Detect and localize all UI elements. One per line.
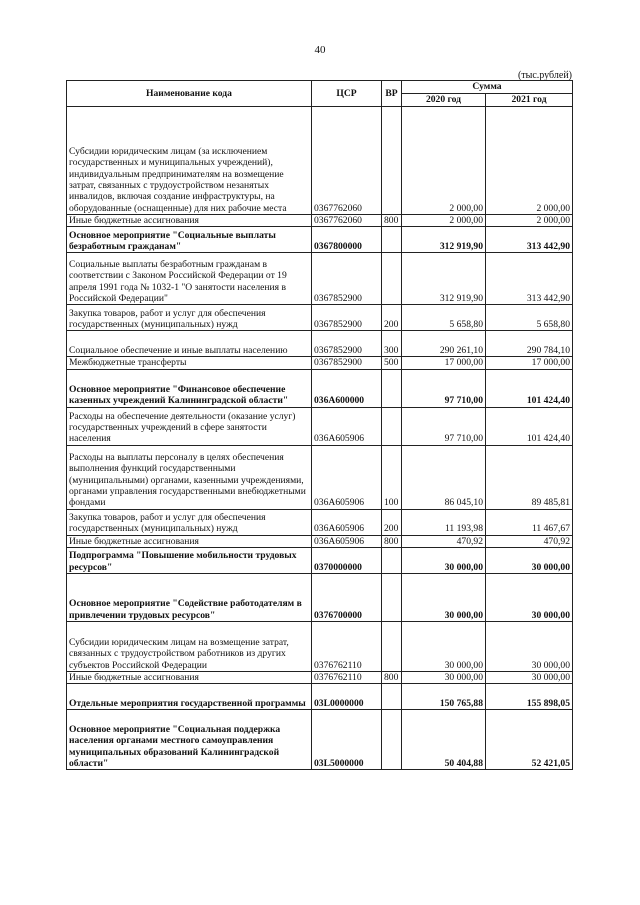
row-name: Социальные выплаты безработным гражданам в соответствии с Законом Российской Федерации от 19 апреля 1991 года № 1032-1 "О занятости населения в Российской Федерации" — [67, 253, 312, 305]
row-name: Основное мероприятие "Социальные выплаты безработным гражданам" — [67, 227, 312, 253]
row-vr-code: 500 — [382, 357, 402, 369]
row-vr-code — [382, 369, 402, 407]
header-name: Наименование кода — [67, 81, 312, 107]
table-row — [67, 215, 573, 227]
row-vr-code — [382, 547, 402, 573]
row-name: Расходы на выплаты персоналу в целях обеспечения выполнения функций государственными (муниципальными) органами, казенными учреждениями, органами управления государственными внебюджетными фондами — [67, 445, 312, 509]
table-row — [67, 407, 573, 445]
row-csr-code: 036А605906 — [312, 445, 382, 509]
row-amount-2021: 17 000,00 — [486, 357, 573, 369]
row-vr-code — [382, 107, 402, 215]
row-name: Основное мероприятие "Содействие работодателям в привлечении трудовых ресурсов" — [67, 573, 312, 621]
row-csr-code: 036А605906 — [312, 509, 382, 535]
row-amount-2021: 89 485,81 — [486, 445, 573, 509]
row-amount-2020: 2 000,00 — [402, 215, 486, 227]
row-amount-2021: 101 424,40 — [486, 369, 573, 407]
table-row — [67, 227, 573, 253]
row-amount-2020: 312 919,90 — [402, 227, 486, 253]
row-amount-2021: 155 898,05 — [486, 684, 573, 710]
table-header — [67, 81, 573, 107]
row-csr-code: 0376700000 — [312, 573, 382, 621]
table-row — [67, 107, 573, 215]
row-amount-2020: 30 000,00 — [402, 573, 486, 621]
row-amount-2020: 2 000,00 — [402, 107, 486, 215]
row-amount-2021: 52 421,05 — [486, 710, 573, 770]
row-amount-2021: 30 000,00 — [486, 573, 573, 621]
row-csr-code: 036А600000 — [312, 369, 382, 407]
table-row — [67, 684, 573, 710]
row-amount-2021: 11 467,67 — [486, 509, 573, 535]
table-row — [67, 305, 573, 331]
units-label: (тыс.рублей) — [517, 70, 572, 81]
row-amount-2021: 313 442,90 — [486, 227, 573, 253]
row-amount-2020: 11 193,98 — [402, 509, 486, 535]
row-vr-code: 300 — [382, 331, 402, 357]
row-amount-2021: 30 000,00 — [486, 671, 573, 683]
row-csr-code: 03L0000000 — [312, 684, 382, 710]
row-amount-2020: 30 000,00 — [402, 547, 486, 573]
row-amount-2020: 17 000,00 — [402, 357, 486, 369]
row-vr-code — [382, 227, 402, 253]
table-row — [67, 535, 573, 547]
table-row — [67, 710, 573, 770]
row-amount-2021: 5 658,80 — [486, 305, 573, 331]
row-vr-code: 100 — [382, 445, 402, 509]
row-amount-2020: 50 404,88 — [402, 710, 486, 770]
header-sum: Сумма — [402, 81, 573, 94]
row-amount-2021: 2 000,00 — [486, 215, 573, 227]
row-name: Расходы на обеспечение деятельности (оказание услуг) государственных учреждений в сфере занятости населения — [67, 407, 312, 445]
row-vr-code — [382, 710, 402, 770]
table-body — [67, 107, 573, 770]
table-row — [67, 671, 573, 683]
header-vr: ВР — [382, 81, 402, 107]
table-row — [67, 331, 573, 357]
row-amount-2020: 30 000,00 — [402, 621, 486, 671]
row-amount-2020: 5 658,80 — [402, 305, 486, 331]
row-amount-2020: 97 710,00 — [402, 369, 486, 407]
row-amount-2020: 86 045,10 — [402, 445, 486, 509]
table-row — [67, 509, 573, 535]
row-csr-code: 0376762110 — [312, 671, 382, 683]
table-row — [67, 445, 573, 509]
row-name: Межбюджетные трансферты — [67, 357, 312, 369]
row-amount-2020: 30 000,00 — [402, 671, 486, 683]
row-csr-code: 0367800000 — [312, 227, 382, 253]
header-csr: ЦСР — [312, 81, 382, 107]
row-vr-code: 800 — [382, 671, 402, 683]
row-name: Социальное обеспечение и иные выплаты населению — [67, 331, 312, 357]
row-amount-2021: 30 000,00 — [486, 621, 573, 671]
row-csr-code: 0367852900 — [312, 305, 382, 331]
row-csr-code: 0367852900 — [312, 253, 382, 305]
row-name: Закупка товаров, работ и услуг для обеспечения государственных (муниципальных) нужд — [67, 509, 312, 535]
row-amount-2020: 290 261,10 — [402, 331, 486, 357]
row-csr-code: 036А605906 — [312, 407, 382, 445]
row-name: Иные бюджетные ассигнования — [67, 535, 312, 547]
row-vr-code — [382, 684, 402, 710]
row-vr-code — [382, 407, 402, 445]
row-csr-code: 0370000000 — [312, 547, 382, 573]
table-row — [67, 253, 573, 305]
row-vr-code: 200 — [382, 509, 402, 535]
row-csr-code: 0376762110 — [312, 621, 382, 671]
row-amount-2020: 312 919,90 — [402, 253, 486, 305]
page-number: 40 — [314, 44, 326, 56]
table-row — [67, 573, 573, 621]
row-amount-2021: 30 000,00 — [486, 547, 573, 573]
header-year-2021: 2021 год — [486, 94, 573, 107]
row-amount-2021: 470,92 — [486, 535, 573, 547]
row-amount-2021: 290 784,10 — [486, 331, 573, 357]
row-name: Подпрограмма "Повышение мобильности трудовых ресурсов" — [67, 547, 312, 573]
table-row — [67, 369, 573, 407]
row-vr-code: 800 — [382, 215, 402, 227]
budget-table — [66, 80, 573, 770]
table-row — [67, 357, 573, 369]
row-name: Субсидии юридическим лицам (за исключением государственных и муниципальных учреждений), индивидуальным предпринимателям на возмещение затрат, связанных с трудоустройством незанятых инвалидов, включая создание инфраструктуры, на оборудованные (оснащенные) для них рабочие места — [67, 107, 312, 215]
row-name: Основное мероприятие "Социальная поддержка населения органами местного самоуправления муниципальных образований Калининградской области" — [67, 710, 312, 770]
row-amount-2020: 97 710,00 — [402, 407, 486, 445]
table-row — [67, 547, 573, 573]
row-amount-2021: 101 424,40 — [486, 407, 573, 445]
row-name: Закупка товаров, работ и услуг для обеспечения государственных (муниципальных) нужд — [67, 305, 312, 331]
row-csr-code: 03L5000000 — [312, 710, 382, 770]
row-amount-2020: 150 765,88 — [402, 684, 486, 710]
row-vr-code: 800 — [382, 535, 402, 547]
row-amount-2020: 470,92 — [402, 535, 486, 547]
row-amount-2021: 2 000,00 — [486, 107, 573, 215]
row-vr-code — [382, 253, 402, 305]
row-name: Субсидии юридическим лицам на возмещение затрат, связанных с трудоустройством работников из других субъектов Российской Федерации — [67, 621, 312, 671]
row-name: Иные бюджетные ассигнования — [67, 215, 312, 227]
row-csr-code: 0367852900 — [312, 357, 382, 369]
row-vr-code — [382, 621, 402, 671]
row-csr-code: 0367852900 — [312, 331, 382, 357]
row-amount-2021: 313 442,90 — [486, 253, 573, 305]
row-name: Иные бюджетные ассигнования — [67, 671, 312, 683]
row-csr-code: 0367762060 — [312, 107, 382, 215]
row-vr-code — [382, 573, 402, 621]
row-csr-code: 0367762060 — [312, 215, 382, 227]
row-name: Отдельные мероприятия государственной программы — [67, 684, 312, 710]
table-row — [67, 621, 573, 671]
row-csr-code: 036А605906 — [312, 535, 382, 547]
row-vr-code: 200 — [382, 305, 402, 331]
header-year-2020: 2020 год — [402, 94, 486, 107]
row-name: Основное мероприятие "Финансовое обеспечение казенных учреждений Калининградской области" — [67, 369, 312, 407]
